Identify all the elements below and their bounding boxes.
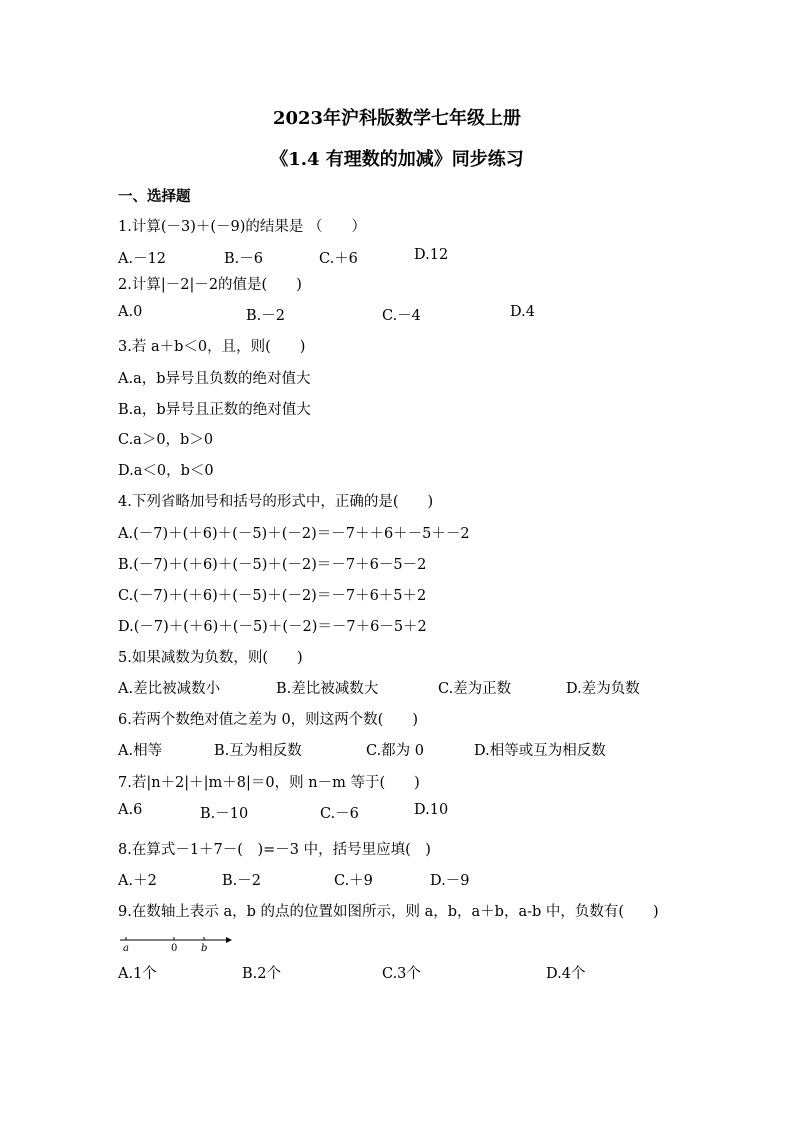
question-5-stem: 5.如果减数为负数，则( ): [118, 650, 303, 666]
page-title: 2023年沪科版数学七年级上册: [272, 108, 522, 129]
option-a: A.＋2: [118, 873, 157, 889]
option-c: C.－6: [320, 806, 359, 822]
option-a: A.－12: [118, 251, 167, 267]
question-9-stem: 9.在数轴上表示 a，b 的点的位置如图所示，则 a，b，a＋b，a-b 中，负数有( ): [118, 904, 659, 920]
option-c: C.差为正数: [438, 681, 512, 697]
question-4-option-c: C.(－7)＋(＋6)＋(－5)＋(－2)＝－7＋6＋5＋2: [118, 588, 427, 604]
option-d: D.差为负数: [566, 681, 640, 697]
question-3-option-c: C.a＞0，b＞0: [118, 432, 214, 448]
option-b: B.差比被减数大: [276, 681, 379, 697]
option-b: B.2个: [242, 966, 281, 982]
section-heading: 一、选择题: [118, 188, 191, 205]
number-line-figure: [118, 932, 238, 954]
option-b: B.互为相反数: [214, 743, 302, 759]
question-7-stem: 7.若|n＋2|＋|m＋8|＝0，则 n－m 等于( ): [118, 775, 420, 791]
question-4-option-d: D.(－7)＋(＋6)＋(－5)＋(－2)＝－7＋6－5＋2: [118, 619, 427, 635]
label-b: b: [201, 943, 208, 954]
option-a: A.1个: [118, 966, 157, 982]
question-1-stem: 1.计算(－3)＋(－9)的结果是 （ ）: [118, 219, 367, 235]
question-8-stem: 8.在算式－1＋7－( )=－3 中，括号里应填( ): [118, 842, 431, 858]
option-d: D.－9: [430, 873, 470, 889]
option-c: C.3个: [382, 966, 421, 982]
option-b: B.－10: [200, 806, 249, 822]
question-4-option-a: A.(－7)＋(＋6)＋(－5)＋(－2)＝－7＋＋6＋－5＋－2: [118, 526, 470, 542]
option-d: D.12: [414, 247, 449, 263]
question-4-option-b: B.(－7)＋(＋6)＋(－5)＋(－2)＝－7＋6－5－2: [118, 557, 427, 573]
option-b: B.－2: [246, 308, 285, 324]
label-0: 0: [171, 943, 178, 954]
page-subtitle: 《1.4 有理数的加减》同步练习: [270, 149, 524, 170]
option-c: C.＋6: [319, 251, 358, 267]
option-c: C.－4: [382, 308, 421, 324]
question-3-option-b: B.a，b异号且正数的绝对值大: [118, 402, 311, 418]
question-2-stem: 2.计算|－2|－2的值是( ): [118, 277, 302, 293]
question-3-option-d: D.a＜0，b＜0: [118, 463, 214, 479]
question-6-stem: 6.若两个数绝对值之差为 0，则这两个数( ): [118, 712, 418, 728]
option-d: D.4: [510, 304, 535, 320]
question-3-option-a: A.a，b异号且负数的绝对值大: [118, 371, 311, 387]
option-c: C.＋9: [334, 873, 373, 889]
option-d: D.4个: [546, 966, 586, 982]
label-a: a: [123, 943, 129, 954]
option-a: A.差比被减数小: [118, 681, 221, 697]
option-c: C.都为 0: [366, 743, 425, 759]
question-3-stem: 3.若 a＋b＜0，且，则( ): [118, 339, 306, 355]
option-d: D.相等或互为相反数: [474, 743, 606, 759]
option-a: A.相等: [118, 743, 163, 759]
option-b: B.－2: [222, 873, 261, 889]
option-d: D.10: [414, 802, 449, 818]
option-a: A.0: [118, 304, 143, 320]
option-a: A.6: [118, 802, 143, 818]
question-4-stem: 4.下列省略加号和括号的形式中，正确的是( ): [118, 494, 434, 510]
option-b: B.－6: [224, 251, 263, 267]
number-line-arrow-icon: [226, 937, 232, 943]
